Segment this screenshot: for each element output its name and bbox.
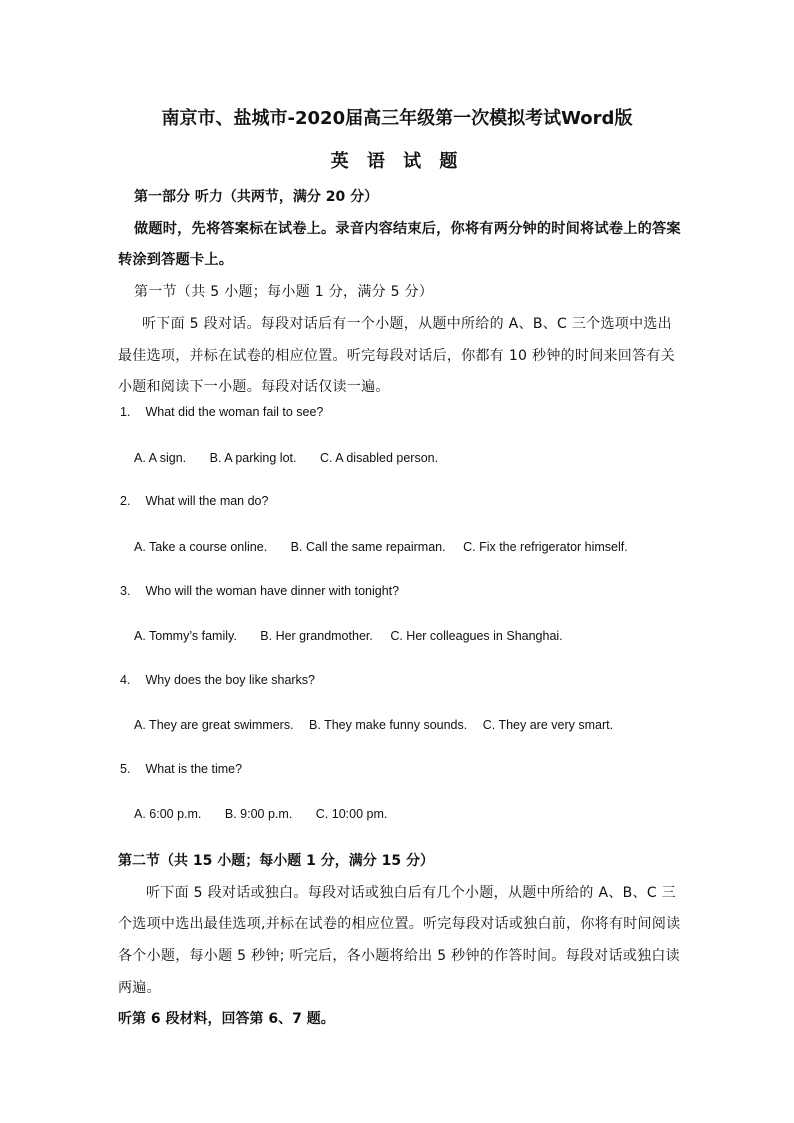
option-c: C. A disabled person. [319,451,439,465]
question-3-options [134,629,563,643]
question-number: 2. [120,494,131,508]
section2-intro-line-3: 各个小题，每小题 5 秒钟; 听完后，各小题将给出 5 秒钟的作答时间。每段对话或独白读 [118,948,680,964]
question-2-options [134,540,628,554]
question-number: 4. [120,673,131,687]
question-2 [120,494,268,508]
section1-intro-line-3: 小题和阅读下一小题。每段对话仅读一遍。 [118,379,390,395]
page-subtitle: 英 语 试 题 [330,151,464,172]
option-b: B. 9:00 p.m. [224,807,293,821]
question-5-options [134,807,387,821]
option-c: C. Her colleagues in Shanghai. [390,629,563,643]
question-5 [120,762,242,776]
question-text: Who will the woman have dinner with tonight? [145,584,400,598]
option-a: A. Take a course online. [134,540,268,554]
instruction-line-2: 转涂到答题卡上。 [118,252,234,268]
option-b: B. Call the same repairman. [290,540,446,554]
option-c: C. They are very smart. [482,718,614,732]
option-c: C. Fix the refrigerator himself. [463,540,628,554]
question-text: What is the time? [145,762,243,776]
section1-heading: 第一节（共 5 小题；每小题 1 分，满分 5 分） [134,284,434,300]
question-number: 1. [120,405,131,419]
option-b: B. Her grandmother. [260,629,373,643]
option-a: A. A sign. [134,451,187,465]
option-a: A. They are great swimmers. [134,718,294,732]
section2-intro-line-2: 个选项中选出最佳选项,并标在试卷的相应位置。听完每段对话或独白前，你将有时间阅读 [118,916,681,932]
instruction-line-1: 做题时，先将答案标在试卷上。录音内容结束后，你将有两分钟的时间将试卷上的答案 [134,221,681,237]
question-text: What will the man do? [145,494,269,508]
option-a: A. Tommy’s family. [134,629,237,643]
section2-intro-line-4: 两遍。 [118,980,161,996]
question-1-options [134,451,438,465]
question-4-options [134,718,613,732]
section1-intro-line-2: 最佳选项，并标在试卷的相应位置。听完每段对话后，你都有 10 秒钟的时间来回答有关 [118,348,676,364]
question-text: Why does the boy like sharks? [145,673,316,687]
option-c: C. 10:00 pm. [315,807,388,821]
option-b: B. A parking lot. [209,451,297,465]
question-3 [120,584,399,598]
section2-heading: 第二节（共 15 小题；每小题 1 分，满分 15 分） [118,853,434,869]
section1-intro-line-1: 听下面 5 段对话。每段对话后有一个小题，从题中所给的 A、B、C 三个选项中选出 [142,316,672,332]
question-text: What did the woman fail to see? [145,405,324,419]
question-4 [120,673,315,687]
question-number: 5. [120,762,131,776]
page-title: 南京市、盐城市-2020届高三年级第一次模拟考试Word版 [161,108,633,129]
question-number: 3. [120,584,131,598]
question-1 [120,405,323,419]
option-a: A. 6:00 p.m. [134,807,202,821]
section2-intro-line-1: 听下面 5 段对话或独白。每段对话或独白后有几个小题，从题中所给的 A、B、C 三 [146,885,676,901]
part1-heading: 第一部分 听力（共两节，满分 20 分） [134,189,379,205]
option-b: B. They make funny sounds. [309,718,468,732]
passage6-heading: 听第 6 段材料，回答第 6、7 题。 [118,1011,335,1027]
